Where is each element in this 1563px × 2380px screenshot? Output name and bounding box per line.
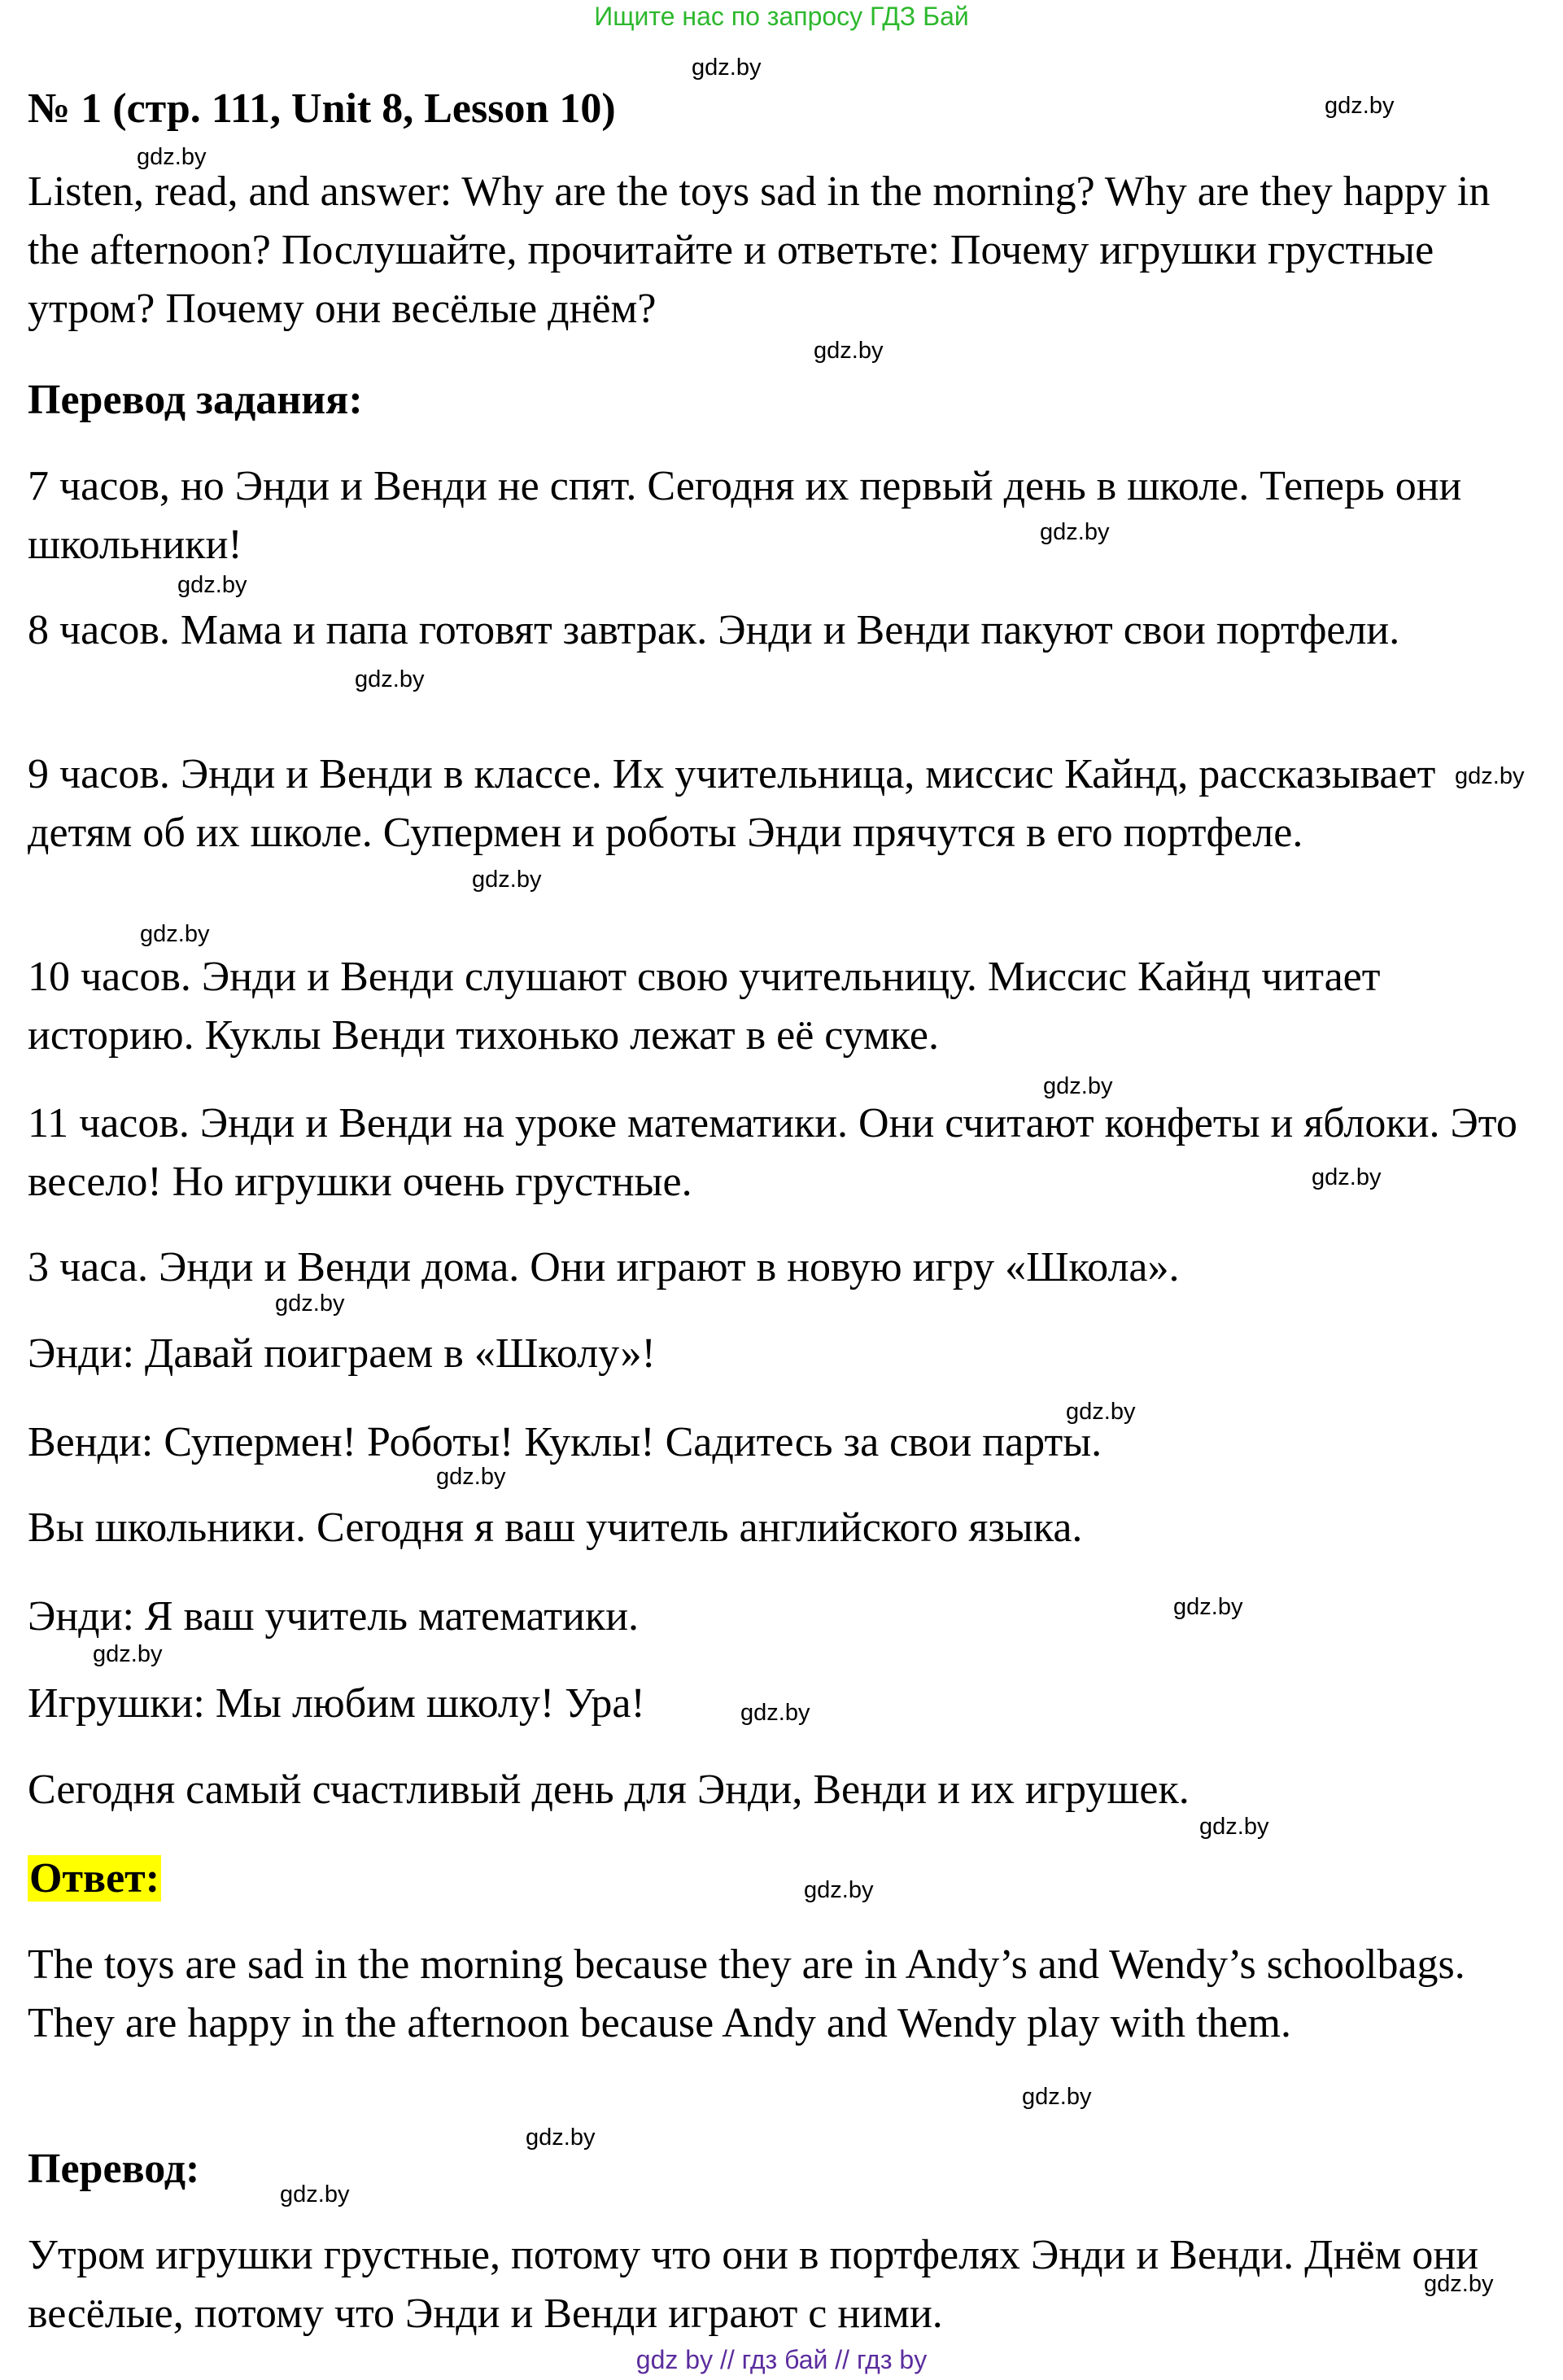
watermark: gdz.by bbox=[1040, 519, 1110, 545]
watermark: gdz.by bbox=[1173, 1594, 1243, 1620]
answer-heading bbox=[28, 1849, 1533, 1908]
watermark: gdz.by bbox=[692, 55, 762, 81]
watermark: gdz.by bbox=[275, 1290, 345, 1317]
watermark: gdz.by bbox=[355, 666, 425, 692]
watermark: gdz.by bbox=[526, 2125, 596, 2151]
watermark: gdz.by bbox=[140, 921, 210, 947]
paragraph-5: 11 часов. Энди и Венди на уроке математики. Они считают конфеты и яблоки. Это весело! Но игрушки очень грустные. bbox=[28, 1100, 1517, 1205]
watermark: gdz.by bbox=[804, 1877, 874, 1903]
paragraph-12: Сегодня самый счастливый день для Энди, Венди и их игрушек. bbox=[28, 1766, 1190, 1813]
watermark: gdz.by bbox=[1043, 1073, 1113, 1099]
watermark: gdz.by bbox=[93, 1641, 163, 1667]
paragraph-1: 7 часов, но Энди и Венди не спят. Сегодня их первый день в школе. Теперь они школьники! bbox=[28, 463, 1462, 568]
watermark: gdz.by bbox=[1199, 1814, 1269, 1840]
watermark: gdz.by bbox=[472, 867, 542, 893]
watermark: gdz.by bbox=[280, 2181, 350, 2208]
task-text: Listen, read, and answer: Why are the toys sad in the morning? Why are they happy in the afternoon? Послушайте, прочитайте и ответьте: Почему игрушки грустные утром? Почему они весёлые днём? bbox=[28, 168, 1491, 332]
paragraph-7: Энди: Давай поиграем в «Школу»! bbox=[28, 1330, 656, 1377]
paragraph-8: Венди: Супермен! Роботы! Куклы! Садитесь за свои парты. bbox=[28, 1419, 1102, 1465]
answer-heading-label: Ответ: bbox=[29, 1855, 160, 1902]
perevod-text: Утром игрушки грустные, потому что они в портфелях Энди и Венди. Днём они весёлые, потому что Энди и Венди играют с ними. bbox=[28, 2232, 1479, 2337]
paragraph-10: Энди: Я ваш учитель математики. bbox=[28, 1593, 640, 1640]
watermark: gdz.by bbox=[1312, 1164, 1382, 1190]
paragraph-9: Вы школьники. Сегодня я ваш учитель английского языка. bbox=[28, 1504, 1083, 1551]
footer-links[interactable]: gdz by // гдз бай // гдз by bbox=[635, 2345, 928, 2374]
watermark: gdz.by bbox=[1022, 2084, 1092, 2110]
answer-text: The toys are sad in the morning because they are in Andy’s and Wendy’s schoolbags. They are happy in the afternoon because Andy and Wendy play with them. bbox=[28, 1941, 1465, 2046]
watermark: gdz.by bbox=[1325, 93, 1395, 119]
paragraph-11: Игрушки: Мы любим школу! Ура! bbox=[28, 1680, 645, 1727]
paragraph-2: 8 часов. Мама и папа готовят завтрак. Энди и Венди пакуют свои портфели. bbox=[28, 607, 1400, 653]
task-title: № 1 (стр. 111, Unit 8, Lesson 10) bbox=[28, 85, 616, 132]
watermark: gdz.by bbox=[1455, 763, 1525, 789]
watermark: gdz.by bbox=[1424, 2271, 1494, 2297]
top-banner[interactable]: Ищите нас по запросу ГДЗ Бай bbox=[594, 2, 969, 31]
paragraph-3: 9 часов. Энди и Венди в классе. Их учительница, миссис Кайнд, рассказывает детям об их школе. Супермен и роботы Энди прячутся в его портфеле. bbox=[28, 751, 1436, 856]
translation-heading: Перевод задания: bbox=[28, 377, 363, 423]
perevod-heading: Перевод: bbox=[28, 2146, 200, 2192]
paragraph-4: 10 часов. Энди и Венди слушают свою учительницу. Миссис Кайнд читает историю. Куклы Венди тихонько лежат в её сумке. bbox=[28, 954, 1381, 1059]
watermark: gdz.by bbox=[814, 338, 884, 364]
watermark: gdz.by bbox=[740, 1700, 810, 1726]
watermark: gdz.by bbox=[436, 1464, 506, 1490]
watermark: gdz.by bbox=[1066, 1399, 1136, 1425]
paragraph-6: 3 часа. Энди и Венди дома. Они играют в новую игру «Школа». bbox=[28, 1244, 1180, 1290]
watermark: gdz.by bbox=[177, 572, 247, 598]
watermark: gdz.by bbox=[137, 144, 207, 170]
